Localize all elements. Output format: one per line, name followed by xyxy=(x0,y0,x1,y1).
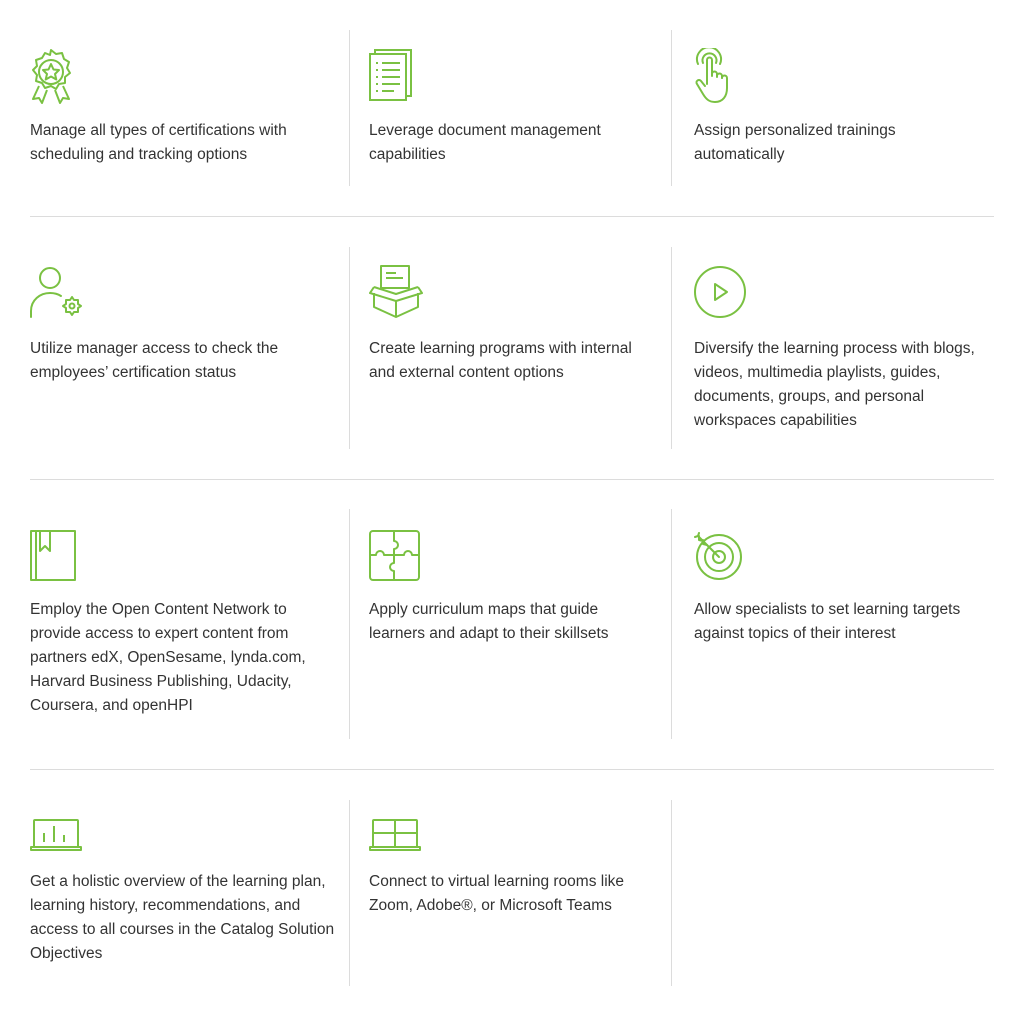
feature-card xyxy=(30,48,330,178)
column-divider xyxy=(349,800,350,986)
feature-card xyxy=(369,265,659,435)
column-divider xyxy=(349,30,350,186)
row-divider-1 xyxy=(30,216,994,217)
award-ribbon-icon xyxy=(30,48,74,104)
bookmark-book-icon xyxy=(30,528,78,582)
row-divider-2 xyxy=(30,479,994,480)
feature-text: Apply curriculum maps that guide learners and adapt to their skillsets xyxy=(369,601,609,642)
feature-card xyxy=(369,48,659,178)
feature-text: Allow specialists to set learning targets against topics of their interest xyxy=(694,601,961,642)
feature-card xyxy=(369,528,659,728)
feature-text: Utilize manager access to check the employees’ certification status xyxy=(30,340,279,381)
feature-text: Diversify the learning process with blogs, videos, multimedia playlists, guides, documents, groups, and personal workspaces capabilities xyxy=(694,340,975,429)
column-divider xyxy=(349,247,350,449)
feature-card xyxy=(30,528,330,728)
feature-card xyxy=(30,818,340,968)
target-arrow-icon xyxy=(694,528,746,582)
pointer-hand-icon xyxy=(694,48,734,104)
column-divider xyxy=(671,509,672,739)
feature-card xyxy=(694,48,994,178)
feature-text: Assign personalized trainings automatically xyxy=(694,122,896,163)
puzzle-icon xyxy=(369,528,423,582)
row-divider-3 xyxy=(30,769,994,770)
feature-text: Leverage document management capabilities xyxy=(369,122,601,163)
laptop-grid-icon xyxy=(369,818,423,854)
feature-card xyxy=(30,265,330,435)
open-box-icon xyxy=(369,265,423,319)
column-divider xyxy=(349,509,350,739)
feature-text: Connect to virtual learning rooms like Zoom, Adobe®, or Microsoft Teams xyxy=(369,873,625,914)
documents-icon xyxy=(369,48,415,102)
column-divider xyxy=(671,800,672,986)
feature-text: Get a holistic overview of the learning plan, learning history, recommendations, and access to all courses in the Catalog Solution Objectives xyxy=(30,873,335,962)
column-divider xyxy=(671,247,672,449)
feature-card xyxy=(369,818,659,968)
feature-text: Employ the Open Content Network to provide access to expert content from partners edX, OpenSesame, lynda.com, Harvard Business Publishing, Udacity, Coursera, and openHPI xyxy=(30,601,306,714)
column-divider xyxy=(671,30,672,186)
manager-user-icon xyxy=(30,265,84,319)
feature-card xyxy=(694,265,994,435)
play-circle-icon xyxy=(694,265,748,319)
feature-text: Create learning programs with internal and external content options xyxy=(369,340,632,381)
feature-card xyxy=(694,528,994,728)
laptop-chart-icon xyxy=(30,818,84,854)
feature-text: Manage all types of certifications with scheduling and tracking options xyxy=(30,122,287,163)
